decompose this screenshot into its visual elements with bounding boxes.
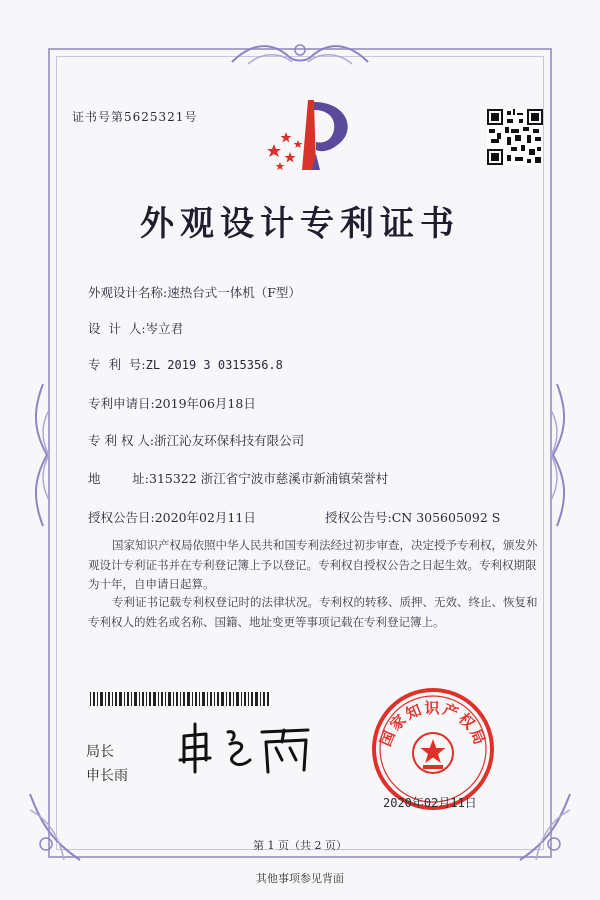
certificate-number: 证书号第5625321号: [72, 110, 198, 124]
grant-date-label: 授权公告日:: [88, 510, 155, 525]
cnipa-logo-icon: [262, 96, 358, 174]
designer-label: 设 计 人:: [88, 321, 146, 336]
legal-status-paragraph: 专利证书记载专利权登记时的法律状况。专利权的转移、质押、无效、终止、恢复和专利权人的姓名或名称、国籍、地址变更等事项记载在专利登记簿上。: [88, 595, 538, 629]
design-name-value: 速热台式一体机（F型）: [167, 285, 301, 300]
seal-date: 2020年02月11日: [383, 796, 477, 810]
designer-value: 岑立君: [145, 321, 184, 336]
grant-number-label: 授权公告号:: [325, 510, 392, 525]
right-ornament-icon: [545, 380, 569, 530]
svg-text:国家知识产权局: 国家知识产权局: [376, 699, 490, 749]
grant-date-value: 2020年02月11日: [154, 510, 256, 525]
bottom-left-corner-ornament-icon: [24, 790, 100, 866]
patent-number-label: 专 利 号:: [88, 357, 146, 372]
field-address: [88, 469, 388, 487]
handwritten-signature-icon: [176, 718, 316, 778]
filing-date-label: 专利申请日:: [88, 396, 155, 411]
field-patent-number: [88, 355, 283, 373]
field-grant-number: [325, 508, 500, 526]
page-indicator: 第 1 页（共 2 页）: [253, 839, 347, 852]
field-design-name: [88, 283, 301, 301]
top-ornament-icon: [228, 40, 372, 70]
grant-statement-paragraph: 国家知识产权局依照中华人民共和国专利法经过初步审查，决定授予专利权，颁发外观设计专利证书并在专利登记簿上予以登记。专利权自授权公告之日起生效。专利权期限为十年，自申请日起算。: [88, 538, 538, 591]
bottom-right-corner-ornament-icon: [500, 790, 576, 866]
field-patentee: [88, 431, 304, 449]
filing-date-value: 2019年06月18日: [154, 396, 256, 411]
address-value: 315322 浙江省宁波市慈溪市新浦镇荣誉村: [149, 471, 389, 486]
left-ornament-icon: [31, 380, 55, 530]
field-filing-date: [88, 394, 256, 412]
grant-number-value: CN 305605092 S: [391, 510, 501, 525]
barcode-icon: [90, 692, 270, 706]
patent-number-value: ZL 2019 3 0315356.8: [145, 358, 283, 372]
certificate-title: 外观设计专利证书: [140, 204, 460, 244]
patentee-value: 浙江沁友环保科技有限公司: [154, 433, 305, 448]
official-seal-icon: [371, 687, 495, 811]
field-grant-date: [88, 508, 256, 526]
back-page-note: 其他事项参见背面: [256, 872, 344, 885]
design-name-label: 外观设计名称:: [88, 285, 168, 300]
qr-code-icon: [487, 109, 543, 165]
field-designer: [88, 319, 183, 337]
address-label: 地 址:: [88, 471, 149, 486]
patentee-label: 专 利 权 人:: [88, 433, 155, 448]
signatory-role: 局长: [86, 744, 114, 760]
signatory-name: 申长雨: [86, 768, 128, 784]
